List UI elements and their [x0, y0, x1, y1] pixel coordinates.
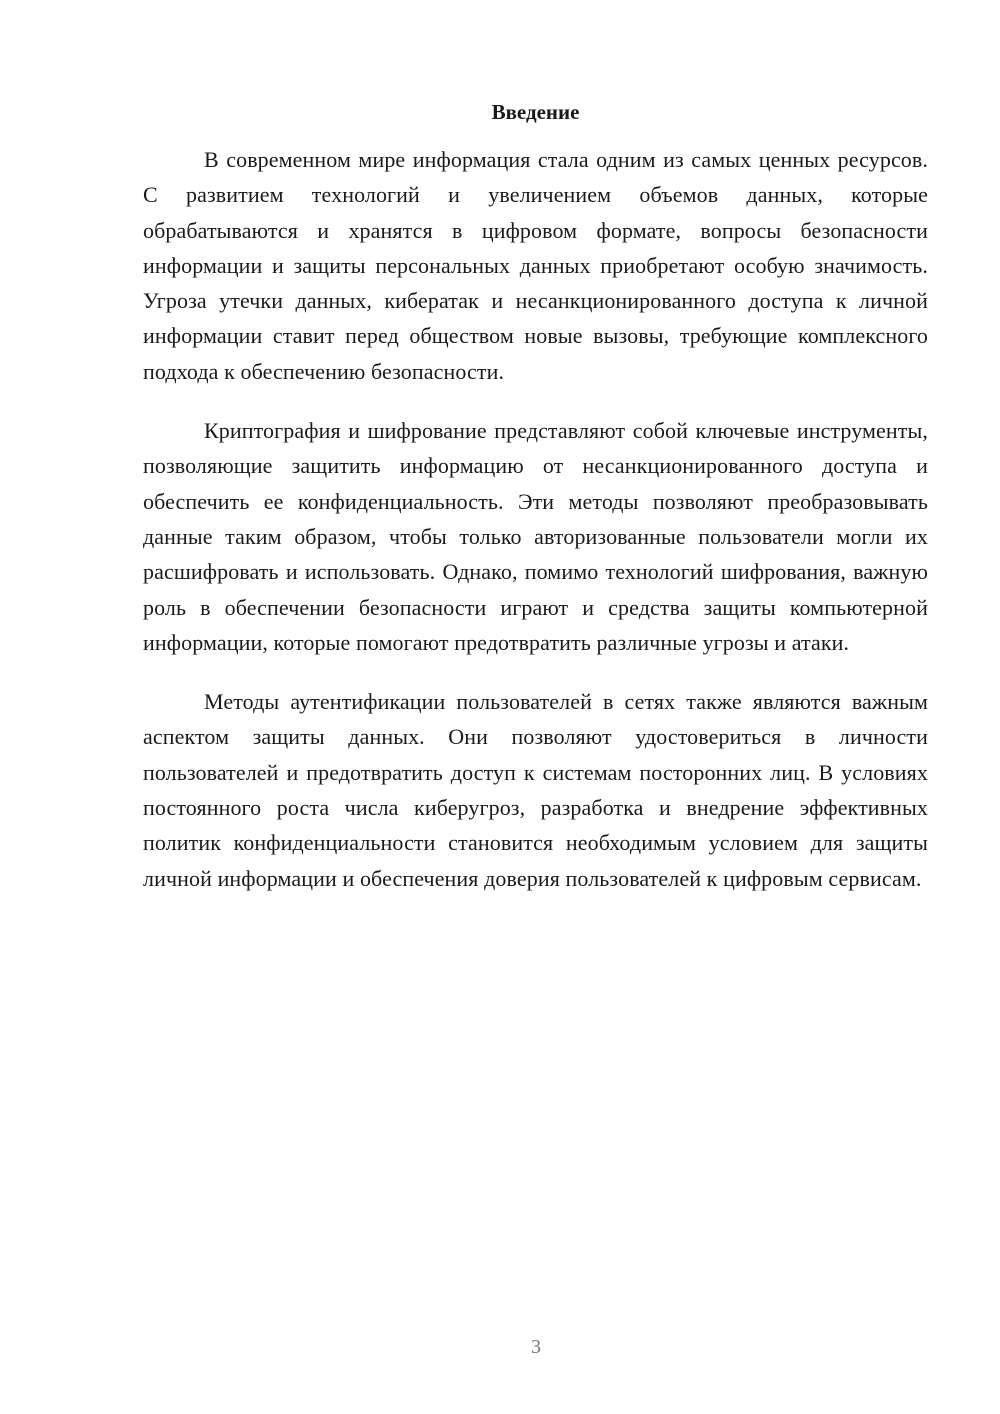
document-body	[143, 142, 928, 896]
page-number: 3	[531, 1336, 541, 1358]
paragraph-3: Методы аутентификации пользователей в сетях также являются важным аспектом защиты данных. Они позволяют удостовериться в личности пользователей и предотвратить доступ к системам посторонних лиц. В условиях постоянного роста числа киберугроз, разработка и внедрение эффективных политик конфиденциальности становится необходимым условием для защиты личной информации и обеспечения доверия пользователей к цифровым сервисам.	[143, 689, 928, 891]
page-title: Введение	[491, 100, 580, 124]
paragraph-2: Криптография и шифрование представляют собой ключевые инструменты, позволяющие защитить информацию от несанкционированного доступа и обеспечить ее конфиденциальность. Эти методы позволяют преобразовывать данные таким образом, чтобы только авторизованные пользователи могли их расшифровать и использовать. Однако, помимо технологий шифрования, важную роль в обеспечении безопасности играют и средства защиты компьютерной информации, которые помогают предотвратить различные угрозы и атаки.	[143, 418, 928, 655]
paragraph-1: В современном мире информация стала одним из самых ценных ресурсов. С развитием технологий и увеличением объемов данных, которые обрабатываются и хранятся в цифровом формате, вопросы безопасности информации и защиты персональных данных приобретают особую значимость. Угроза утечки данных, кибератак и несанкционированного доступа к личной информации ставит перед обществом новые вызовы, требующие комплексного подхода к обеспечению безопасности.	[143, 147, 928, 384]
